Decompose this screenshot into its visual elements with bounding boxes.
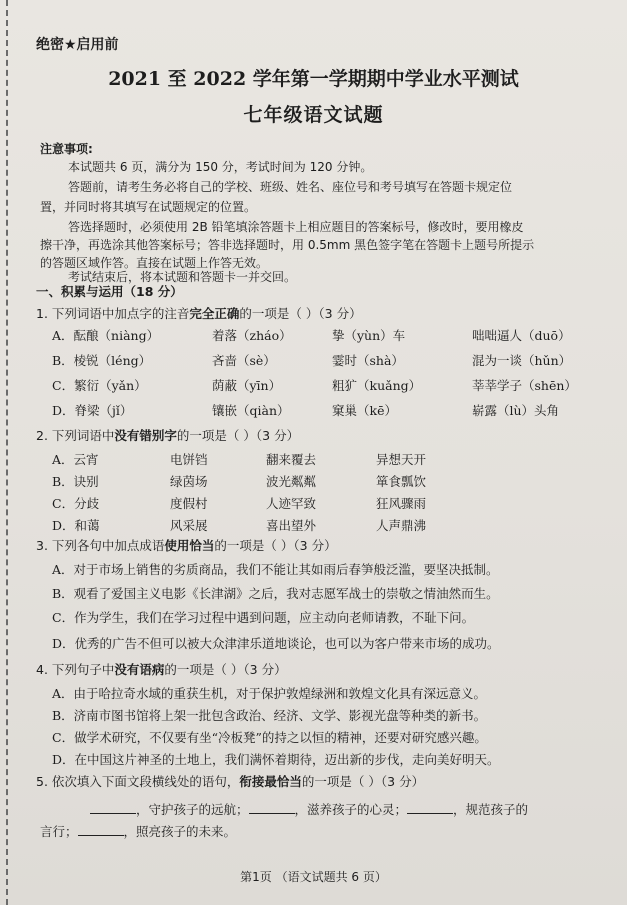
- option-item: 霎时（shà）: [332, 353, 404, 368]
- option-item: 荫蔽（yīn）: [212, 378, 282, 393]
- blank-line: [90, 801, 136, 814]
- option-item: B．棱锐（léng）: [52, 353, 152, 368]
- option-item: 波光粼粼: [266, 474, 317, 489]
- option-item: 狂风骤雨: [376, 496, 427, 511]
- option-item: C．分歧: [52, 496, 100, 511]
- question-4-option: B．济南市图书馆将上架一批包含政治、经济、文学、影视光盘等种类的新书。: [52, 708, 487, 723]
- option-item: D．脊梁（jǐ）: [52, 403, 133, 418]
- notes-line: 擦干净，再选涂其他答案标号；答非选择题时，用 0.5mm 黑色签字笔在答题卡上题号所提示: [40, 238, 535, 252]
- option-item: 镶嵌（qiàn）: [212, 403, 290, 418]
- question-4-option: A．由于哈拉奇水域的重获生机，对于保护敦煌绿洲和敦煌文化具有深远意义。: [52, 686, 487, 701]
- question-4-option: D．在中国这片神圣的土地上，我们满怀着期待，迈出新的步伐，走向美好明天。: [52, 752, 500, 767]
- blank-line: [407, 801, 453, 814]
- notes-line: 答选择题时，必须使用 2B 铅笔填涂答题卡上相应题目的答案标号，修改时，要用橡皮: [68, 220, 524, 234]
- question-3-stem: 3. 下列各句中加点成语使用恰当的一项是（ ）（3 分）: [36, 538, 337, 553]
- exam-title: 2021 至 2022 学年第一学期期中学业水平测试: [108, 68, 519, 90]
- question-2-stem: 2. 下列词语中没有错别字的一项是（ ）（3 分）: [36, 428, 300, 443]
- option-item: 吝啬（sè）: [212, 353, 276, 368]
- option-item: 风采展: [170, 518, 208, 533]
- question-4-stem: 4. 下列句子中没有语病的一项是（ ）（3 分）: [36, 662, 287, 677]
- blank-line: [249, 801, 295, 814]
- notes-line: 考试结束后，将本试题和答题卡一并交回。: [68, 270, 297, 284]
- section-title: 一、积累与运用（18 分）: [36, 284, 183, 299]
- option-item: 粗犷（kuǎng）: [332, 378, 422, 393]
- question-5-passage-line: ，守护孩子的远航； ，滋养孩子的心灵； ，规范孩子的: [90, 800, 528, 818]
- option-item: C．繁衍（yǎn）: [52, 378, 147, 393]
- option-item: 喜出望外: [266, 518, 317, 533]
- notes-line: 置，并同时将其填写在试题规定的位置。: [40, 200, 257, 214]
- page-footer: 第1页 （语文试题共 6 页）: [240, 870, 387, 884]
- option-item: 窠巢（kē）: [332, 403, 397, 418]
- notes-line: 本试题共 6 页，满分为 150 分，考试时间为 120 分钟。: [68, 160, 373, 174]
- question-4-option: C．做学术研究，不仅要有坐“冷板凳”的持之以恒的精神，还要对研究感兴趣。: [52, 730, 487, 745]
- option-item: 挚（yùn）车: [332, 328, 406, 343]
- option-item: 箪食瓢饮: [376, 474, 427, 489]
- option-item: 混为一谈（hǔn）: [472, 353, 572, 368]
- question-5-stem: 5. 依次填入下面文段横线处的语句，衔接最恰当的一项是（ ）（3 分）: [36, 774, 425, 789]
- option-item: 人迹罕致: [266, 496, 317, 511]
- option-item: 崭露（lù）头角: [472, 403, 560, 418]
- binding-line: [6, 0, 8, 905]
- notes-line: 的答题区域作答。直接在试题上作答无效。: [40, 256, 269, 270]
- option-item: 绿茵场: [170, 474, 208, 489]
- option-item: D．和蔼: [52, 518, 100, 533]
- notes-heading: 注意事项:: [40, 142, 93, 156]
- option-item: A．酝酿（niàng）: [52, 328, 160, 343]
- exam-subtitle: 七年级语文试题: [243, 104, 384, 126]
- option-item: 度假村: [170, 496, 208, 511]
- question-5-passage-line: 言行； ，照亮孩子的未来。: [40, 824, 237, 839]
- option-item: 电饼铛: [170, 452, 208, 467]
- option-item: 着落（zháo）: [212, 328, 292, 343]
- question-3-option: B．观看了爱国主义电影《长津湖》之后，我对志愿军战士的崇敬之情油然而生。: [52, 586, 499, 601]
- option-item: 咄咄逼人（duō）: [472, 328, 571, 343]
- option-item: A．云宵: [52, 452, 99, 467]
- option-item: 莘莘学子（shēn）: [472, 378, 577, 393]
- question-1-stem: 1. 下列词语中加点字的注音完全正确的一项是（ ）（3 分）: [36, 306, 362, 321]
- option-item: 翻来覆去: [266, 452, 317, 467]
- question-3-option: C．作为学生，我们在学习过程中遇到问题，应主动向老师请教，不耻下问。: [52, 610, 475, 625]
- blank-line: [78, 823, 124, 836]
- option-item: 异想天开: [376, 452, 427, 467]
- question-3-option: A．对于市场上销售的劣质商品，我们不能让其如雨后春笋般泛滥，要坚决抵制。: [52, 562, 499, 577]
- question-3-option: D．优秀的广告不但可以被大众津津乐道地谈论，也可以为客户带来市场的成功。: [52, 636, 500, 651]
- option-item: B．诀别: [52, 474, 99, 489]
- secret-label: 绝密★启用前: [36, 37, 119, 53]
- notes-line: 答题前，请考生务必将自己的学校、班级、姓名、座位号和考号填写在答题卡规定位: [68, 180, 513, 194]
- option-item: 人声鼎沸: [376, 518, 427, 533]
